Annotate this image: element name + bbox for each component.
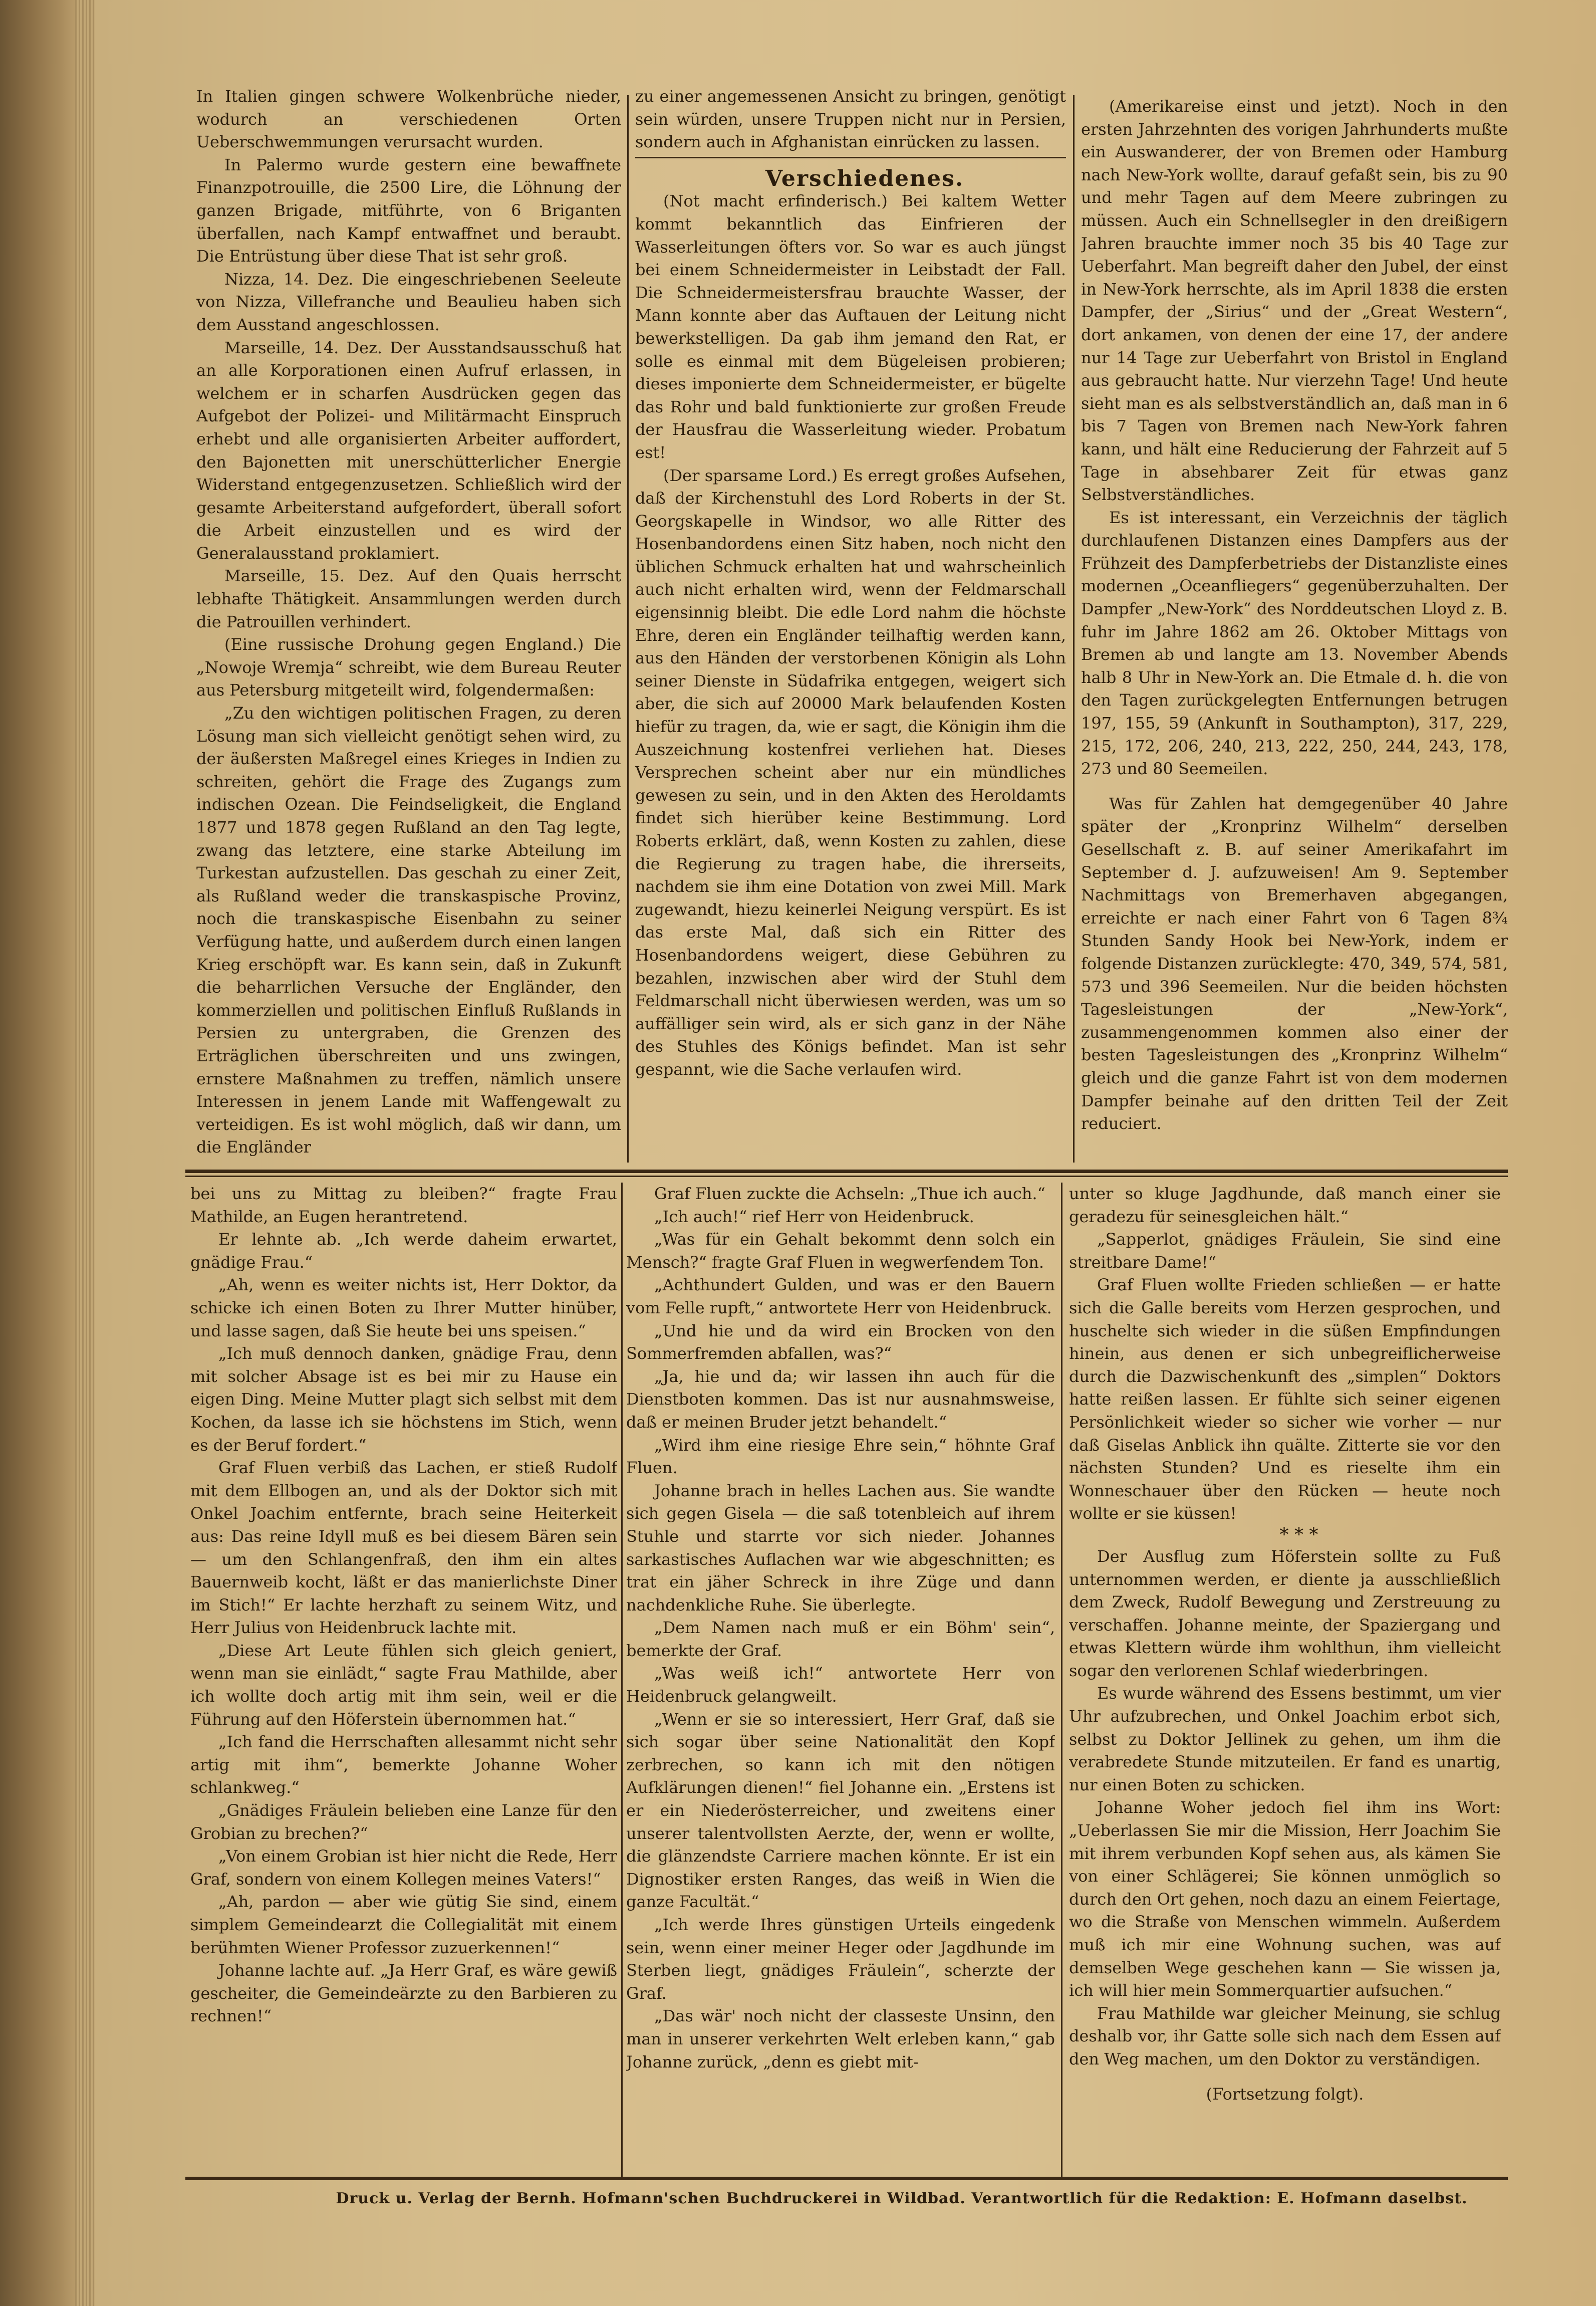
story-paragraph: „Von einem Grobian ist hier nicht die Rede, Herr Graf, sondern von einem Kollegen meines Vaters!“ <box>190 1847 617 1889</box>
article-paragraph: (Eine russische Drohung gegen England.) Die „Nowoje Wremja“ schreibt, wie dem Bureau Reuter aus Petersburg mitgeteilt wird, folgendermaßen: <box>196 635 621 700</box>
feuilleton-separator-thin <box>185 1176 1508 1177</box>
column-divider <box>1073 95 1075 1163</box>
column-top-middle <box>635 85 1066 1165</box>
article-paragraph: Was für Zahlen hat demgegenüber 40 Jahre später der „Kronprinz Wilhelm“ derselben Gesellschaft z. B. auf seiner Amerikafahrt im September d. J. aufzuweisen! Am 9. September Nachmittags von Bremerhaven abgegangen, erreichte er nach einer Fahrt von 6 Tagen 8¾ Stunden Sandy Hook bei New-York, indem er folgende Distanzen zurücklegte: 470, 349, 574, 581, 573 und 396 Seemeilen. Nur die beiden höchsten Tagesleistungen der „New-York“, zusammengenommen kommen also einer der besten Tagesleistungen des „Kronprinz Wilhelm“ gleich und die ganze Fahrt ist von dem modernen Dampfer beinahe auf den dritten Teil der Zeit reduciert. <box>1081 794 1508 1133</box>
story-paragraph: unter so kluge Jagdhunde, daß manch einer sie geradezu für seinesgleichen hält.“ <box>1069 1184 1501 1226</box>
feuilleton-separator <box>185 1170 1508 1173</box>
story-paragraph: „Ja, hie und da; wir lassen ihn auch für die Dienstboten kommen. Das ist nur ausnahmsweise, daß er meinen Bruder jetzt behandelt.“ <box>626 1366 1055 1432</box>
story-paragraph: „Achthundert Gulden, und was er den Bauern vom Felle rupft,“ antwortete Herr von Heidenbruck. <box>626 1275 1055 1317</box>
column-top-left <box>196 85 621 1165</box>
story-paragraph: „Was für ein Gehalt bekommt denn solch ein Mensch?“ fragte Graf Fluen in wegwerfendem Ton. <box>626 1230 1055 1272</box>
column-top-right <box>1081 95 1508 1165</box>
article-paragraph: Es ist interessant, ein Verzeichnis der täglich durchlaufenen Distanzen eines Dampfers aus der Frühzeit des Dampferbetriebs der Distanzliste eines modernen „Oceanfliegers“ gegenüberzuhalten. Der Dampfer „New-York“ des Norddeutschen Lloyd z. B. fuhr im Jahre 1862 am 26. Oktober Mittags von Bremen ab und langte am 13. November Abends halb 8 Uhr in New-York an. Die Etmale d. h. die von den Tagen zurückgelegten Entfernungen betrugen 197, 155, 59 (Ankunft in Southampton), 317, 229, 215, 172, 206, 240, 213, 222, 250, 244, 243, 178, 273 und 80 Seemeilen. <box>1081 508 1508 779</box>
story-paragraph: „Ich werde Ihres günstigen Urteils eingedenk sein, wenn einer meiner Heger oder Jagdhunde im Sterben liegt, gnädiges Fräulein“, scherzte der Graf. <box>626 1915 1055 2003</box>
article-paragraph: (Not macht erfinderisch.) Bei kaltem Wetter kommt bekanntlich das Einfrieren der Wasserleitungen öfters vor. So war es auch jüngst bei einem Schneidermeister in Leibstadt der Fall. Die Schneidermeistersfrau brauchte Wasser, der Mann konnte aber das Auftauen der Leitung nicht bewerkstelligen. Da gab ihm jemand den Rat, er solle es einmal mit dem Bügeleisen probieren; dieses imponierte dem Schneidermeister, er bügelte das Rohr und bald funktionierte zur großen Freude der Hausfrau die Wasserleitung wieder. Probatum est! <box>635 191 1066 462</box>
story-paragraph: Der Ausflug zum Höferstein sollte zu Fuß unternommen werden, er diente ja ausschließlich dem Zweck, Rudolf Bewegung und Zerstreuung zu verschaffen. Johanne meinte, der Spaziergang und etwas Klettern würde ihm wohlthun, ihm vielleicht sogar den verlorenen Schlaf wiederbringen. <box>1069 1546 1501 1680</box>
article-paragraph: In Palermo wurde gestern eine bewaffnete Finanzpotrouille, die 2500 Lire, die Löhnung der ganzen Brigade, mitführte, von 6 Briganten überfallen, nach Kampf entwaffnet und beraubt. Die Entrüstung über diese That ist sehr groß. <box>196 155 621 266</box>
story-paragraph: „Sapperlot, gnädiges Fräulein, Sie sind eine streitbare Dame!“ <box>1069 1230 1501 1272</box>
article-paragraph: (Amerikareise einst und jetzt). Noch in den ersten Jahrzehnten des vorigen Jahrhunderts mußte ein Auswanderer, der von Bremen oder Hamburg nach New-York wollte, darauf gefaßt sein, bis zu 90 und mehr Tagen auf dem Meere zubringen zu müssen. Auch ein Schnellsegler in den dreißigern Jahren brauchte immer noch 35 bis 40 Tage zur Ueberfahrt. Man begreift daher den Jubel, der einst in New-York herrschte, als im April 1838 die ersten Dampfer, der „Sirius“ und der „Great Western“, dort ankamen, von denen der eine 17, der andere nur 14 Tage zur Ueberfahrt von Bristol in England aus gebraucht hatte. Nur vierzehn Tage! Und heute sieht man es als selbstverständlich an, daß man in 6 bis 7 Tagen von Bremen nach New-York fahren kann, und hält eine Reducierung der Fahrzeit auf 5 Tage in absehbarer Zeit für etwas ganz Selbstverständliches. <box>1081 97 1508 505</box>
article-paragraph: Marseille, 14. Dez. Der Ausstandsausschuß hat an alle Korporationen einen Aufruf erlassen, in welchem er in scharfen Ausdrücken gegen das Aufgebot der Polizei- und Militärmacht Einspruch erhebt und alle organisierten Arbeiter auffordert, den Bajonetten mit unerschütterlicher Energie Widerstand entgegenzusetzen. Schließlich wird der gesamte Arbeiterstand aufgefordert, überall sofort die Arbeit einzustellen und es wird der Generalausstand proklamiert. <box>196 338 621 563</box>
story-paragraph: „Wenn er sie so interessiert, Herr Graf, daß sie sich sogar über seine Nationalität den Kopf zerbrechen, so kann ich mit den nötigen Aufklärungen dienen!“ fiel Johanne ein. „Erstens ist er ein Niederösterreicher, und zweitens einer unserer talentvollsten Aerzte, der, wenn er wollte, die glänzendste Carriere machen könnte. Er ist ein Dignostiker ersten Ranges, das weiß in Wien die ganze Facultät.“ <box>626 1709 1055 1912</box>
page-edges <box>75 0 95 2306</box>
article-paragraph: Nizza, 14. Dez. Die eingeschriebenen Seeleute von Nizza, Villefranche und Beaulieu haben sich dem Ausstand angeschlossen. <box>196 269 621 334</box>
story-paragraph: „Wird ihm eine riesige Ehre sein,“ höhnte Graf Fluen. <box>626 1435 1055 1478</box>
column-bottom-left <box>190 1183 617 2165</box>
column-divider <box>1061 1183 1062 2180</box>
section-rule <box>635 157 1066 158</box>
story-paragraph: „Diese Art Leute fühlen sich gleich geniert, wenn man sie einlädt,“ sagte Frau Mathilde, aber ich wollte doch artig mit ihm sein, weil er die Führung auf den Höferstein übernommen hat.“ <box>190 1641 617 1729</box>
section-heading: Verschiedenes. <box>765 165 964 191</box>
story-paragraph: „Gnädiges Fräulein belieben eine Lanze für den Grobian zu brechen?“ <box>190 1801 617 1843</box>
story-paragraph: „Das wär' noch nicht der classeste Unsinn, den man in unserer verkehrten Welt erleben kann,“ gab Johanne zurück, „denn es giebt mit- <box>626 2006 1055 2071</box>
story-paragraph: „Ich auch!“ rief Herr von Heidenbruck. <box>654 1207 974 1226</box>
column-bottom-middle <box>626 1183 1055 2165</box>
story-paragraph: Frau Mathilde war gleicher Meinung, sie schlug deshalb vor, ihr Gatte solle sich nach dem Essen auf den Weg machen, um den Doktor zu verständigen. <box>1069 2003 1501 2068</box>
story-paragraph: Johanne brach in helles Lachen aus. Sie wandte sich gegen Gisela — die saß totenbleich auf ihrem Stuhle und starrte vor sich nieder. Johannes sarkastisches Auflachen war wie abgeschnitten; es trat ein jäher Schreck in ihre Züge und dann nachdenkliche Ruhe. Sie überlegte. <box>626 1481 1055 1615</box>
story-paragraph: „Dem Namen nach muß er ein Böhm' sein“, bemerkte der Graf. <box>626 1618 1055 1660</box>
story-paragraph: Graf Fluen wollte Frieden schließen — er hatte sich die Galle bereits vom Herzen gesprochen, und huschelte sich wieder in die süßen Empfindungen hinein, aus denen er sich unbegreiflicherweise durch die Dazwischenkunft des „simplen“ Doktors hatte reißen lassen. Er fühlte sich seiner eigenen Persönlichkeit wieder so sicher wie vorher — nur daß Giselas Anblick ihn quälte. Zitterte sie vor den nächsten Stunden? Und es rieselte ihm ein Wonneschauer über den Rücken — heute noch wollte er sie küssen! <box>1069 1275 1501 1523</box>
story-paragraph: Er lehnte ab. „Ich werde daheim erwartet, gnädige Frau.“ <box>190 1230 617 1272</box>
story-paragraph: „Ah, wenn es weiter nichts ist, Herr Doktor, da schicke ich einen Boten zu Ihrer Mutter hinüber, und lasse sagen, daß Sie heute bei uns speisen.“ <box>190 1275 617 1340</box>
article-paragraph: In Italien gingen schwere Wolkenbrüche nieder, wodurch an verschiedenen Orten Ueberschwemmungen verursacht wurden. <box>196 87 621 152</box>
article-paragraph: Marseille, 15. Dez. Auf den Quais herrscht lebhafte Thätigkeit. Ansammlungen werden durch die Patrouillen verhindert. <box>196 566 621 631</box>
column-divider <box>621 1183 623 2180</box>
story-paragraph: „Ah, pardon — aber wie gütig Sie sind, einem simplem Gemeindearzt die Collegialität mit einem berühmten Wiener Professor zuzuerkennen!“ <box>190 1892 617 1957</box>
story-paragraph: „Ich muß dennoch danken, gnädige Frau, denn mit solcher Absage ist es bei mir zu Hause ein eigen Ding. Meine Mutter plagt sich selbst mit dem Kochen, da lasse ich sie höchstens im Stich, wenn es der Beruf fordert.“ <box>190 1344 617 1455</box>
book-binding <box>0 0 75 2306</box>
story-paragraph: Es wurde während des Essens bestimmt, um vier Uhr aufzubrechen, und Onkel Joachim erbot sich, selbst zu Doktor Jellinek zu gehen, um ihm die verabredete Stunde mitzuteilen. Er fand es unartig, nur einen Boten zu schicken. <box>1069 1684 1501 1794</box>
star-separator: * * * <box>1279 1524 1318 1545</box>
story-paragraph: „Und hie und da wird ein Brocken von den Sommerfremden abfallen, was?“ <box>626 1321 1055 1363</box>
story-paragraph: Johanne Woher jedoch fiel ihm ins Wort: „Ueberlassen Sie mir die Mission, Herr Joachim Sie mit ihrem verbunden Kopf sehen aus, als kämen Sie von einer Schlägerei; Sie können unmöglich so durch den Ort gehen, noch dazu an einem Feiertage, wo die Straße von Menschen wimmeln. Außerdem muß ich mir eine Wohnung suchen, was auf demselben Wege geschehen kann — Sie wissen ja, ich will hier mein Sommerquartier aufsuchen.“ <box>1069 1798 1501 2000</box>
column-bottom-right <box>1069 1183 1501 2180</box>
story-paragraph: „Ich fand die Herrschaften allesammt nicht sehr artig mit ihm“, bemerkte Johanne Woher schlankweg.“ <box>190 1732 617 1797</box>
story-paragraph: Graf Fluen zuckte die Achseln: „Thue ich auch.“ <box>654 1184 1045 1203</box>
column-divider <box>627 95 629 1163</box>
story-paragraph: Johanne lachte auf. „Ja Herr Graf, es wäre gewiß gescheiter, die Gemeindeärzte zu den Barbieren zu rechnen!“ <box>190 1961 617 2026</box>
imprint-line: Druck u. Verlag der Bernh. Hofmann'schen Buchdruckerei in Wildbad. Verantwortlich für die Redaktion: E. Hofmann daselbst. <box>336 2190 1468 2207</box>
continuation-note: (Fortsetzung folgt). <box>1206 2084 1364 2104</box>
story-paragraph: bei uns zu Mittag zu bleiben?“ fragte Frau Mathilde, an Eugen herantretend. <box>190 1184 617 1226</box>
article-paragraph: „Zu den wichtigen politischen Fragen, zu deren Lösung man sich vielleicht genötigt sehen wird, zu der äußersten Maßregel eines Krieges in Indien zu schreiten, gehört die Frage des Zugangs zum indischen Ozean. Die Feindseligkeit, die England 1877 und 1878 gegen Rußland an den Tag legte, zwang das letztere, eine starke Abteilung im Turkestan aufzustellen. Das geschah zu einer Zeit, als Rußland weder die transkaspische Provinz, noch die transkaspische Eisenbahn zu seiner Verfügung hatte, und außerdem durch einen langen Krieg erschöpft war. Es kann sein, daß in Zukunft die beharrlichen Versuche der Engländer, den kommerziellen und politischen Einfluß Rußlands in Persien zu untergraben, die Grenzen des Erträglichen überschreiten und uns zwingen, ernstere Maßnahmen zu treffen, nämlich unsere Interessen in jenem Lande mit Waffengewalt zu verteidigen. Es ist wohl möglich, daß wir dann, um die Engländer <box>196 704 621 1157</box>
story-paragraph: Graf Fluen verbiß das Lachen, er stieß Rudolf mit dem Ellbogen an, und als der Doktor sich mit Onkel Joachim entfernte, brach seine Heiterkeit aus: Das reine Idyll muß es bei diesem Bären sein — um den Schlangenfraß, den ihm ein altes Bauernweib kocht, läßt er das manierlichste Diner im Stich!“ Er lachte herzhaft zu seinem Witz, und Herr Julius von Heidenbruck lachte mit. <box>190 1458 617 1638</box>
story-paragraph: „Was weiß ich!“ antwortete Herr von Heidenbruck gelangweilt. <box>626 1664 1055 1706</box>
article-paragraph: zu einer angemessenen Ansicht zu bringen, genötigt sein würden, unsere Truppen nicht nur in Persien, sondern auch in Afghanistan einrücken zu lassen. <box>635 87 1066 152</box>
article-paragraph: (Der sparsame Lord.) Es erregt großes Aufsehen, daß der Kirchenstuhl des Lord Roberts in der St. Georgskapelle in Windsor, wo alle Ritter des Hosenbandordens einen Sitz haben, noch nicht den üblichen Schmuck erhalten hat und wahrscheinlich auch nicht erhalten wird, wenn der Feldmarschall eigensinnig bleibt. Die edle Lord nahm die höchste Ehre, deren ein Engländer teilhaftig werden kann, aus den Händen der verstorbenen Königin als Lohn seiner Dienste in Südafrika entgegen, weigert sich aber, die sich auf 20000 Mark belaufenden Kosten hiefür zu tragen, da, wie er sagt, die Königin ihm die Auszeichnung kostenfrei verliehen hat. Dieses Versprechen scheint aber nur ein mündliches gewesen zu sein, und in den Akten des Heroldamts findet sich hierüber keine Bestimmung. Lord Roberts erklärt, daß, wenn Kosten zu zahlen, diese die Regierung zu tragen habe, die ihrerseits, nachdem sie ihm eine Dotation von zwei Mill. Mark zugewandt, hiezu keinerlei Neigung verspürt. Es ist das erste Mal, daß sich ein Ritter des Hosenbandordens weigert, diese Gebühren zu bezahlen, inzwischen aber wird der Stuhl dem Feldmarschall nicht überwiesen werden, was um so auffälliger sein wird, als er sich ganz in der Nähe des Stuhles des Königs befindet. Man ist sehr gespannt, wie die Sache verlaufen wird. <box>635 466 1066 1079</box>
footer-rule <box>185 2177 1508 2180</box>
